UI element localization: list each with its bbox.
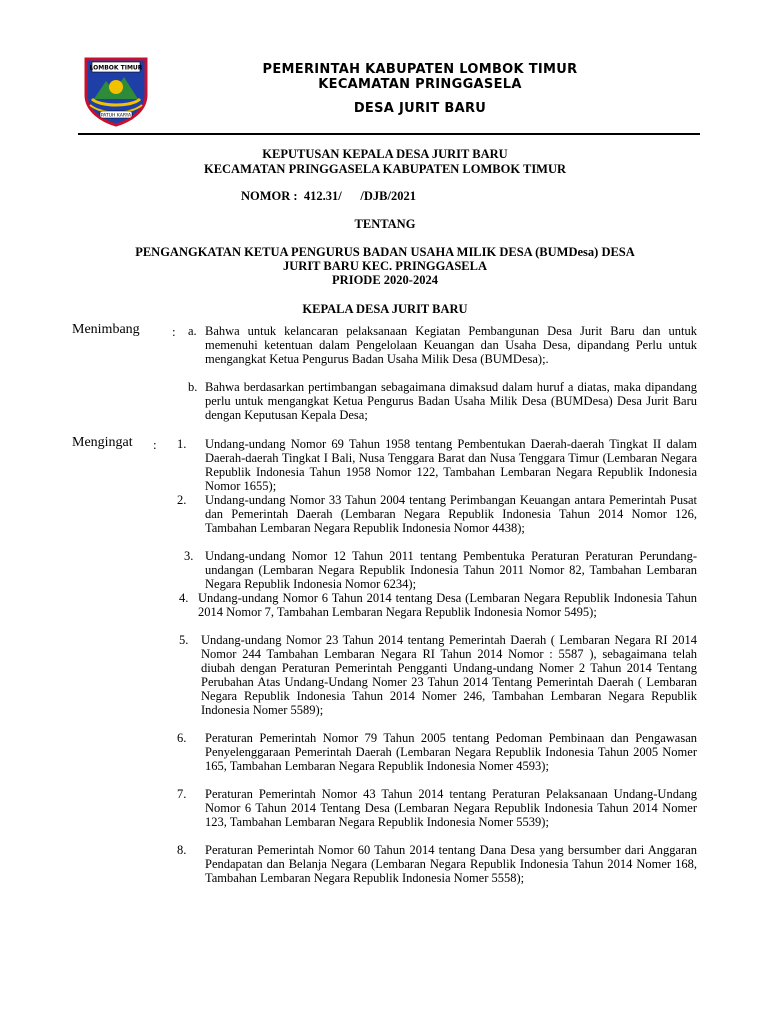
menimbang-colon: : — [172, 324, 176, 339]
legal-basis-item: Undang-undang Nomor 12 Tahun 2011 tentang Pembentuka Peraturan Peraturan Perundang-undangan (Lembaran Negara Republik Indonesia Tahun 2011 Nomor 82, Tambahan Lembaran Negara Republik Indonesia Nomor 6234); — [205, 549, 697, 591]
decree-number: NOMOR : 412.31/ /DJB/2021 — [241, 189, 416, 203]
consideration-marker: a. — [188, 324, 197, 338]
letterhead-government: PEMERINTAH KABUPATEN LOMBOK TIMUR — [262, 62, 578, 77]
legal-basis-marker: 3. — [184, 549, 194, 563]
legal-basis-marker: 4. — [179, 591, 189, 605]
mengingat-label: Mengingat — [72, 435, 133, 450]
tentang-heading: TENTANG — [354, 217, 416, 231]
legal-basis-marker: 1. — [177, 437, 187, 451]
letterhead-divider — [78, 133, 700, 135]
legal-basis-item: Peraturan Pemerintah Nomor 60 Tahun 2014 tentang Dana Desa yang bersumber dari Anggaran Pendapatan dan Belanja Negara (Lembaran Negara Republik Indonesia Tahun 2014 Nomer 168, Tambahan Lembaran Negara Republik Indonesia Nomer 5558); — [205, 843, 697, 885]
consideration-item: Bahwa berdasarkan pertimbangan sebagaimana dimaksud dalam huruf a diatas, maka dipandang perlu untuk mengangkat Ketua Pengurus Badan Usaha Milik Desa (BUMDesa) Desa Jurit Baru dengan Keputusan Kepala Desa; — [205, 380, 697, 422]
legal-basis-marker: 8. — [177, 843, 187, 857]
issuer-heading: KEPALA DESA JURIT BARU — [302, 302, 468, 316]
legal-basis-item: Undang-undang Nomor 6 Tahun 2014 tentang Desa (Lembaran Negara Republik Indonesia Tahun 2014 Nomor 7, Tambahan Lembaran Negara Republik Indonesia Nomor 5495); — [198, 591, 697, 619]
subject-line-1: PENGANGKATAN KETUA PENGURUS BADAN USAHA MILIK DESA (BUMDesa) DESA — [135, 245, 635, 259]
subject-line-2: JURIT BARU KEC. PRINGGASELA — [283, 259, 487, 273]
consideration-marker: b. — [188, 380, 198, 394]
legal-basis-marker: 7. — [177, 787, 187, 801]
legal-basis-item: Undang-undang Nomor 33 Tahun 2004 tentang Perimbangan Keuangan antara Pemerintah Pusat dan Pemerintah Daerah (Lembaran Negara Republik Indonesia Tahun 2014 Nomor 126, Tambahan Lembaran Negara Republik Indonesia Nomor 4438); — [205, 493, 697, 535]
mengingat-colon: : — [153, 437, 157, 452]
decree-subtitle: KECAMATAN PRINGGASELA KABUPATEN LOMBOK TIMUR — [203, 162, 567, 176]
legal-basis-item: Undang-undang Nomor 69 Tahun 1958 tentang Pembentukan Daerah-daerah Tingkat II dalam Daerah-daerah Tingkat I Bali, Nusa Tenggara Barat dan Nusa Tenggara Timur (Lembaran Negara Republik Indonesia Tahun 1958 Nomor 122, Tambahan Lembaran Negara Republik Indonesia Nomor 1655); — [205, 437, 697, 493]
subject-period: PRIODE 2020-2024 — [332, 273, 438, 287]
legal-basis-item: Peraturan Pemerintah Nomor 43 Tahun 2014 tentang Peraturan Pelaksanaan Undang-Undang Nomor 6 Tahun 2014 Tentang Desa (Lembaran Negara Republik Indonesia Tahun 2014 Nomer 123, Tambahan Lembaran Negara Republik Indonesia Nomer 5539); — [205, 787, 697, 829]
legal-basis-item: Undang-undang Nomor 23 Tahun 2014 tentang Pemerintah Daerah ( Lembaran Negara RI 2014 Nomor 244 Tambahan Lembaran Negara RI Tahun 2014 Nomor : 5587 ), sebagaimana telah diubah dengan Peraturan Pemerintah Pengganti Undang-undang Nomer 2 Tahun 2014 Tentang Perubahan Atas Undang-Undang Nomer 23 Tahun 2014 Tentang Pemerintah Daerah ( Lembaran Negara Republik Indonesia Tahun 2014 Nomer 246, Tambahan Lembaran Negara Republik Indonesia Nomer 5589); — [201, 633, 697, 717]
logo-caption: LOMBOK TIMUR — [89, 64, 143, 72]
legal-basis-marker: 2. — [177, 493, 187, 507]
decree-title: KEPUTUSAN KEPALA DESA JURIT BARU — [262, 147, 508, 161]
consideration-item: Bahwa untuk kelancaran pelaksanaan Kegiatan Pembangunan Desa Jurit Baru dan untuk memenuhi ketentuan dalam Pengelolaan Keuangan dan Usaha Desa, dipandang Perlu untuk mengangkat Ketua Pengurus Badan Usaha Milik Desa (BUMDesa);. — [205, 324, 697, 366]
legal-basis-item: Peraturan Pemerintah Nomor 79 Tahun 2005 tentang Pedoman Pembinaan dan Pengawasan Penyelenggaraan Pemerintah Daerah (Lembaran Negara Republik Indonesia Tahun 2005 Nomer 165, Tambahan Lembaran Negara Republik Indonesia Nomer 4593); — [205, 731, 697, 773]
legal-basis-marker: 6. — [177, 731, 187, 745]
menimbang-label: Menimbang — [72, 322, 140, 337]
regency-emblem-logo — [80, 55, 152, 127]
letterhead-district: KECAMATAN PRINGGASELA — [318, 77, 522, 92]
legal-basis-marker: 5. — [179, 633, 189, 647]
letterhead-village: DESA JURIT BARU — [353, 101, 487, 116]
logo-motto: PATUH KARYA — [100, 113, 132, 119]
